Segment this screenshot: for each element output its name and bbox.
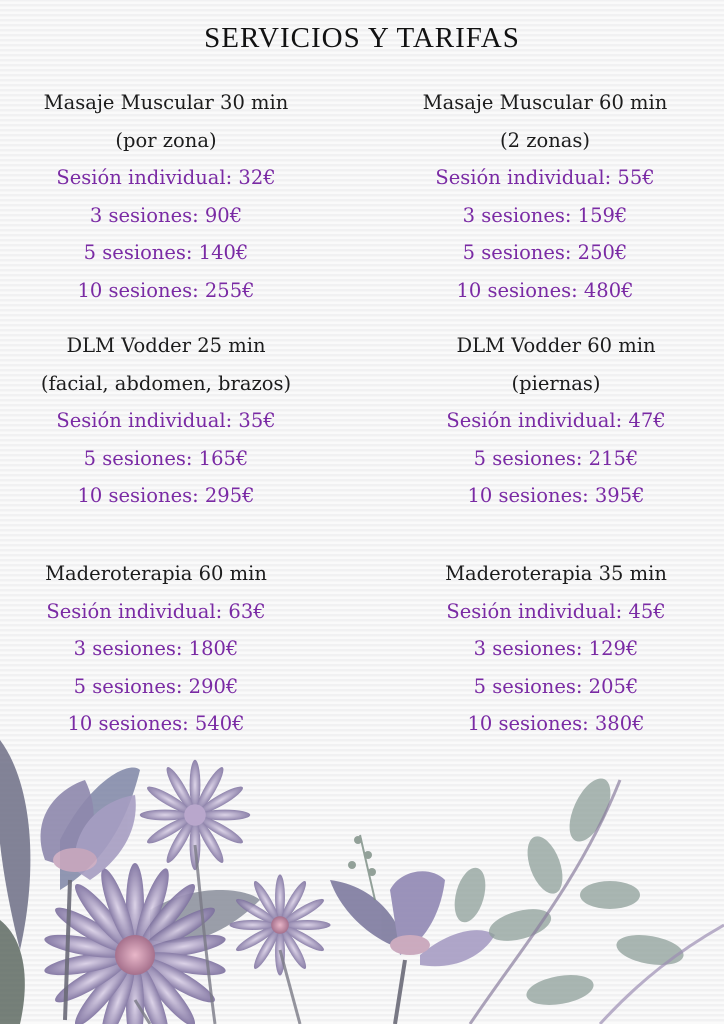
price-line: 3 sesiones: 180€ — [73, 637, 239, 660]
price-line: Sesión individual: 45€ — [446, 599, 666, 623]
price-line: 5 sesiones: 140€ — [83, 241, 249, 264]
service-dlm-25 — [0, 327, 332, 515]
service-dlm-60 — [390, 327, 722, 515]
service-maderoterapia-35 — [390, 555, 722, 743]
price-line: 10 sesiones: 540€ — [67, 712, 245, 735]
price-line: 3 sesiones: 159€ — [462, 203, 628, 227]
price-line: Sesión individual: 32€ — [56, 166, 276, 189]
price-line: Sesión individual: 35€ — [56, 409, 276, 432]
service-maderoterapia-60 — [0, 555, 312, 743]
price-line: Sesión individual: 55€ — [435, 166, 655, 189]
service-name: Masaje Muscular 30 min — [43, 91, 289, 114]
price-line: 10 sesiones: 380€ — [467, 712, 645, 735]
price-line: 3 sesiones: 90€ — [89, 203, 243, 227]
price-line: 5 sesiones: 250€ — [462, 241, 628, 264]
price-line: 5 sesiones: 165€ — [83, 446, 249, 470]
price-line: 10 sesiones: 480€ — [456, 278, 634, 302]
price-line: Sesión individual: 63€ — [46, 599, 266, 623]
watercolor-flowers-icon — [0, 720, 724, 1024]
price-line: 10 sesiones: 255€ — [77, 278, 255, 302]
price-line: Sesión individual: 47€ — [446, 409, 666, 432]
price-line: 5 sesiones: 205€ — [473, 674, 639, 698]
page-title: SERVICIOS Y TARIFAS — [204, 22, 520, 54]
service-masaje-60 — [380, 84, 710, 309]
service-detail: (2 zonas) — [499, 128, 591, 152]
service-name: Masaje Muscular 60 min — [422, 91, 668, 114]
service-detail: (piernas) — [511, 371, 601, 395]
service-name: Maderoterapia 60 min — [45, 562, 267, 585]
price-line: 5 sesiones: 215€ — [473, 446, 639, 470]
price-line: 10 sesiones: 395€ — [467, 484, 645, 507]
service-masaje-30 — [0, 84, 332, 309]
service-name: Maderoterapia 35 min — [445, 562, 667, 585]
service-detail: (por zona) — [115, 128, 217, 152]
service-name: DLM Vodder 25 min — [66, 334, 266, 357]
price-line: 3 sesiones: 129€ — [473, 637, 639, 660]
service-name: DLM Vodder 60 min — [456, 334, 656, 357]
daisy-flower-icon — [229, 874, 330, 975]
price-line: 10 sesiones: 295€ — [77, 484, 255, 507]
price-line: 5 sesiones: 290€ — [73, 674, 239, 698]
service-detail: (facial, abdomen, brazos) — [40, 371, 292, 395]
